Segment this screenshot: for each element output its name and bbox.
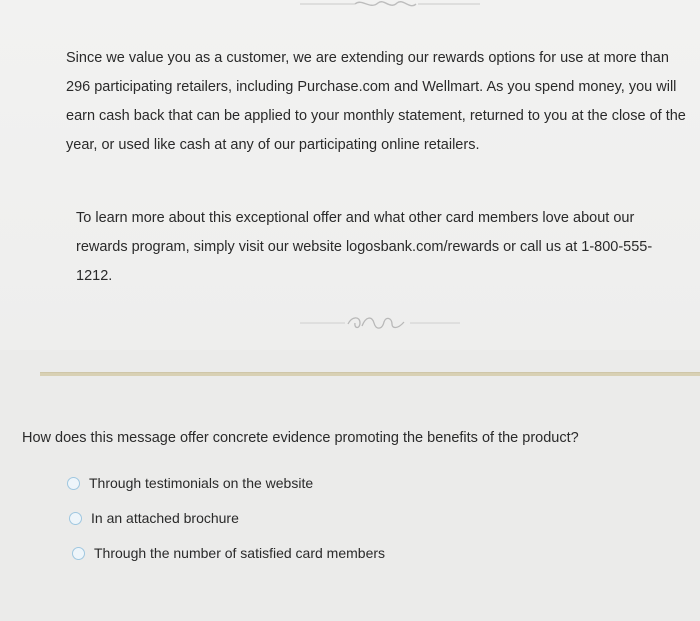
letter-paragraph-2: To learn more about this exceptional offer and what other card members love about our rewards program, simply visit our website logosbank.com/rewards or call us at 1-800-555-1212. <box>76 210 653 284</box>
option-label: Through testimonials on the website <box>89 475 314 491</box>
radio-button[interactable] <box>72 547 85 560</box>
section-divider <box>40 372 700 376</box>
radio-button[interactable] <box>67 477 80 490</box>
top-flourish-ornament <box>300 0 480 14</box>
option-label: Through the number of satisfied card members <box>94 545 386 561</box>
option-label: In an attached brochure <box>91 510 239 526</box>
letter-paragraph-1: Since we value you as a customer, we are extending our rewards options for use at more than 296 participating retailers, including Purchase.com and Wellmart. As you spend money, you will earn cash back that can be applied to your monthly statement, returned to you at the close of the year, or used like cash at any of our participating online retailers. <box>66 50 686 153</box>
answer-option-satisfied-members[interactable] <box>72 545 385 561</box>
divider-flourish-ornament <box>300 312 460 334</box>
question-text: How does this message offer concrete evidence promoting the benefits of the product? <box>22 430 579 446</box>
answer-option-testimonials[interactable] <box>67 475 313 491</box>
radio-button[interactable] <box>69 512 82 525</box>
answer-option-brochure[interactable] <box>69 510 239 526</box>
